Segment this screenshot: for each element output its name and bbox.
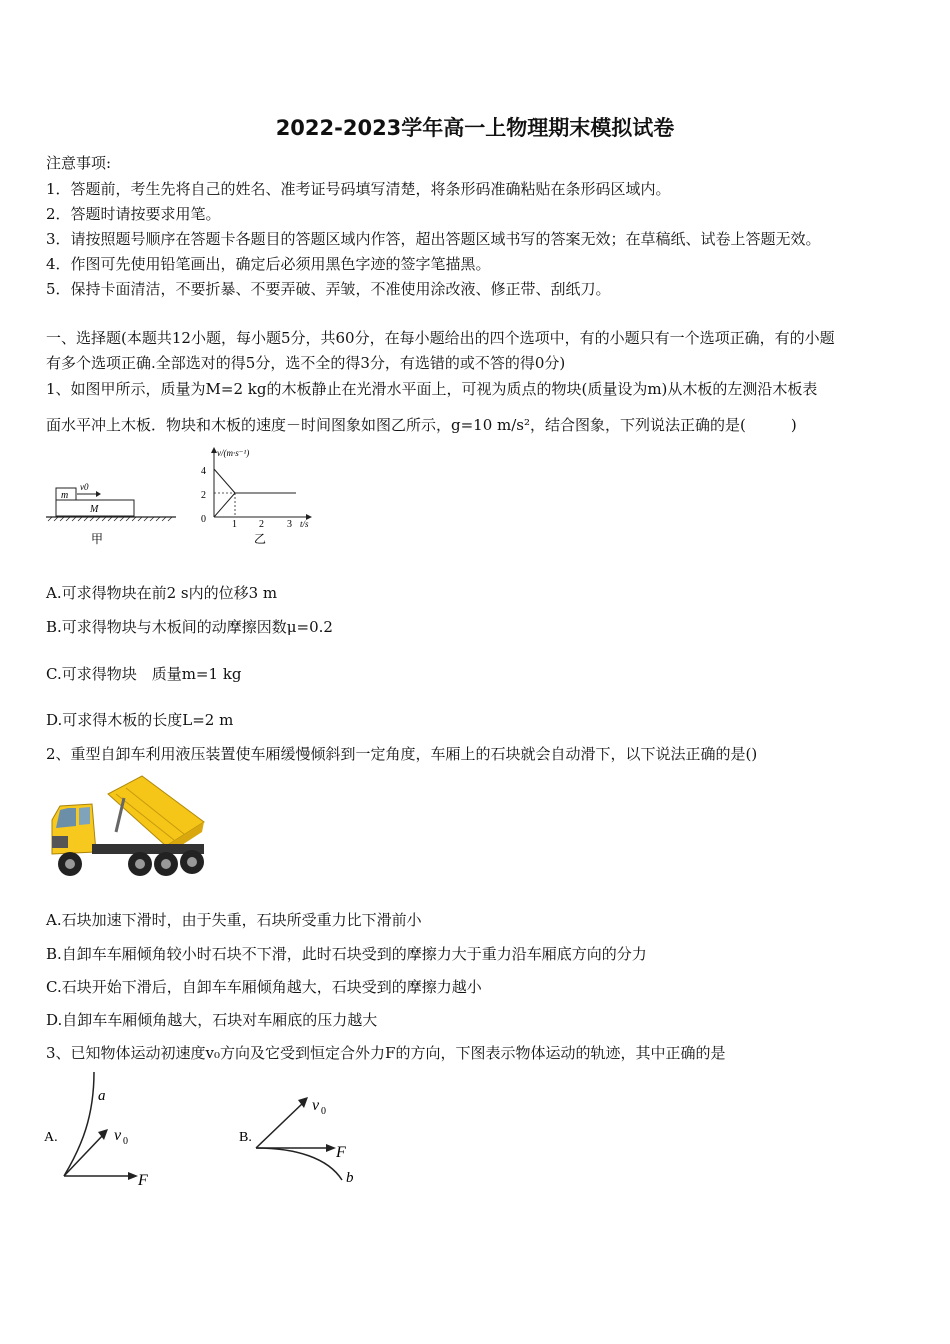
v0-subscript: 0	[123, 1136, 128, 1147]
figure-caption-jia: 甲	[91, 532, 104, 546]
x-tick-label: 3	[287, 519, 292, 530]
force-label: F	[138, 1172, 148, 1189]
option-d: D.可求得木板的长度L=2 m	[46, 711, 234, 729]
notice-item: 1．答题前，考生先将自己的姓名、准考证号码填写清楚，将条形码准确粘贴在条形码区域内。	[46, 180, 671, 198]
page-title: 2022-2023学年高一上物理期末模拟试卷	[275, 116, 675, 140]
grille	[52, 836, 68, 848]
notice-item: 3．请按照题号顺序在答题卡各题目的答题区域内作答，超出答题区域书写的答案无效；在草稿纸、试卷上答题无效。	[46, 230, 821, 248]
option-a: A.可求得物块在前2 s内的位移3 m	[46, 584, 278, 602]
section-intro: 有多个选项正确.全部选对的得5分，选不全的得3分，有选错的或不答的得0分)	[46, 354, 566, 372]
notice-item: 4．作图可先使用铅笔画出，确定后必须用黑色字迹的签字笔描黑。	[46, 255, 491, 273]
vt-graph-figure	[196, 445, 326, 549]
v0-arrowhead	[96, 491, 101, 497]
y-axis-label: v/(m·s⁻¹)	[217, 448, 250, 458]
board-velocity-line	[214, 493, 235, 517]
force-arrowhead	[128, 1172, 138, 1180]
notice-item: 5．保持卡面清洁，不要折暴、不要弄破、弄皱，不准使用涂改液、修正带、刮纸刀。	[46, 280, 611, 298]
board-label: M	[90, 504, 99, 515]
block-velocity-line	[214, 469, 235, 493]
notice-heading: 注意事项:	[46, 154, 112, 172]
figure-a-label: A.	[44, 1130, 58, 1145]
v0-vector	[256, 1102, 304, 1148]
v0-vector	[64, 1134, 104, 1176]
x-axis-label: t/s	[300, 519, 309, 529]
dump-truck-image	[46, 772, 208, 884]
curve-a-label: a	[98, 1088, 106, 1104]
option-d: D.自卸车车厢倾角越大，石块对车厢底的压力越大	[46, 1011, 378, 1029]
question-2-text: 2、重型自卸车利用液压装置使车厢缓慢倾斜到一定角度，车厢上的石块就会自动滑下，以下说法正确的是()	[46, 745, 758, 763]
notice-item: 2．答题时请按要求用笔。	[46, 205, 221, 223]
section-intro: 一、选择题(本题共12小题，每小题5分，共60分，在每小题给出的四个选项中，有的小题只有一个选项正确，有的小题	[46, 329, 835, 347]
question-1-text: 1、如图甲所示，质量为M=2 kg的木板静止在光滑水平面上，可视为质点的物块(质量设为m)从木板的左测沿木板表	[46, 380, 818, 398]
option-c: C.石块开始下滑后，自卸车车厢倾角越大，石块受到的摩擦力越小	[46, 978, 482, 996]
option-b: B.自卸车车厢倾角较小时石块不下滑，此时石块受到的摩擦力大于重力沿车厢底方向的分力	[46, 945, 647, 963]
block-label: m	[61, 490, 69, 501]
x-tick-label: 2	[259, 519, 264, 530]
v0-label: v0	[80, 482, 89, 492]
question-3-text: 3、已知物体运动初速度v₀方向及它受到恒定合外力F的方向，下图表示物体运动的轨迹，其中正确的是	[46, 1044, 726, 1062]
curve-b-label: b	[346, 1170, 354, 1186]
y-tick-label: 2	[201, 490, 206, 501]
v0-label: v	[114, 1127, 122, 1144]
trajectory-figure-a	[42, 1066, 172, 1192]
figure-b-label: B.	[239, 1130, 252, 1145]
board-block-figure	[44, 480, 184, 550]
option-b: B.可求得物块与木板间的动摩擦因数μ=0.2	[46, 618, 333, 636]
option-a: A.石块加速下滑时，由于失重，石块所受重力比下滑前小	[46, 911, 422, 929]
question-1-text: 面水平冲上木板．物块和木板的速度－时间图象如图乙所示，g=10 m/s²，结合图象，下列说法正确的是( )	[46, 416, 797, 434]
figure-caption-yi: 乙	[254, 532, 267, 546]
x-tick-label: 1	[232, 519, 237, 530]
option-c: C.可求得物块 质量m=1 kg	[46, 665, 242, 683]
force-arrowhead	[326, 1144, 336, 1152]
trajectory-figure-b	[236, 1086, 376, 1190]
y-tick-label: 4	[201, 466, 206, 477]
side-window	[79, 807, 90, 825]
v0-subscript: 0	[321, 1106, 326, 1117]
y-tick-label: 0	[201, 514, 206, 525]
force-label: F	[336, 1144, 346, 1161]
v0-label: v	[312, 1097, 320, 1114]
trajectory-curve-b	[256, 1148, 342, 1180]
